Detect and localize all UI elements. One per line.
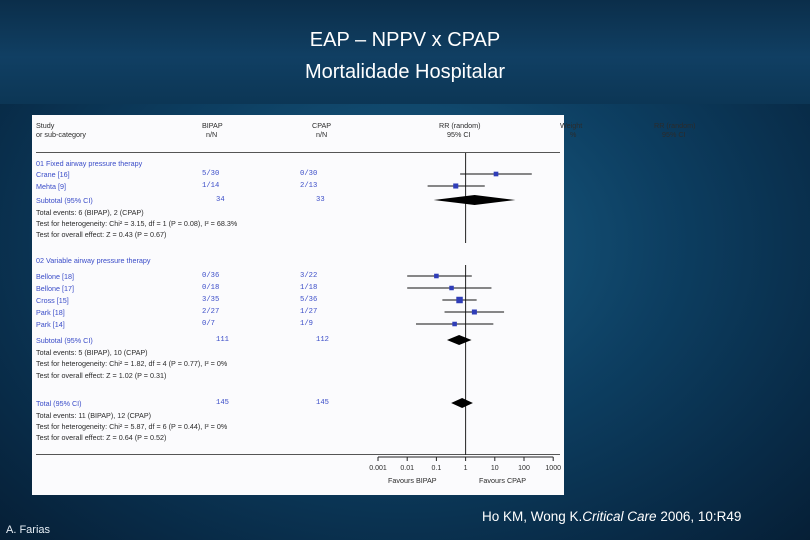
- axis-tick-label: 1: [463, 465, 468, 472]
- study-cpap: 3/22: [300, 272, 318, 280]
- col-rrci-header: RR (random): [654, 121, 696, 130]
- study-cpap: 5/36: [300, 296, 318, 304]
- col-rr-header: RR (random): [439, 121, 481, 130]
- subtotal-cpap: 112: [316, 336, 329, 344]
- effect-point: [456, 297, 462, 303]
- slide-subtitle: Mortalidade Hospitalar: [304, 61, 506, 83]
- citation: [482, 509, 741, 524]
- study-cpap: 1/18: [300, 284, 318, 292]
- group-stat: Test for heterogeneity: Chi² = 3.15, df = 1 (P = 0.08), I² = 68.3%: [36, 219, 238, 228]
- col-study-subheader: or sub-category: [36, 130, 86, 139]
- group-1-label: 01 Fixed airway pressure therapy: [36, 159, 143, 168]
- col-cpap-header: CPAP: [312, 121, 332, 130]
- forest-plot: [32, 115, 564, 495]
- forest-plot-panel: [32, 115, 696, 495]
- study-cpap: 0/30: [300, 170, 318, 178]
- axis-tick-label: 100: [518, 465, 530, 472]
- axis-tick-label: 0.001: [369, 465, 387, 472]
- axis-tick-label: 10: [490, 465, 499, 472]
- pooled-diamond: [447, 335, 472, 345]
- col-bipap-subheader: n/N: [206, 130, 218, 139]
- group-stat: Test for overall effect: Z = 1.02 (P = 0.31): [36, 371, 167, 380]
- subtotal-cpap: 33: [316, 196, 325, 204]
- total-stat: Total events: 11 (BIPAP), 12 (CPAP): [36, 411, 152, 420]
- effect-point: [449, 286, 454, 291]
- subtotal-label: Subtotal (95% CI): [36, 336, 93, 345]
- study-bipap: 0/7: [202, 320, 215, 328]
- axis-tick-label: 0.1: [431, 465, 442, 472]
- study-name: Bellone [17]: [36, 284, 74, 293]
- study-name: Cross [15]: [36, 296, 69, 305]
- study-name: Mehta [9]: [36, 182, 66, 191]
- group-2-label: 02 Variable airway pressure therapy: [36, 256, 151, 265]
- total-cpap: 145: [316, 399, 329, 407]
- total-bipap: 145: [216, 399, 229, 407]
- total-stat: Test for heterogeneity: Chi² = 5.87, df = 6 (P = 0.44), I² = 0%: [36, 422, 228, 431]
- total-label: Total (95% CI): [36, 399, 82, 408]
- favours-right-label: Favours CPAP: [479, 476, 526, 485]
- study-name: Bellone [18]: [36, 272, 74, 281]
- group-stat: Total events: 6 (BIPAP), 2 (CPAP): [36, 208, 144, 217]
- effect-point: [472, 309, 477, 314]
- study-cpap: 1/27: [300, 308, 318, 316]
- study-cpap: 2/13: [300, 182, 318, 190]
- study-bipap: 3/35: [202, 296, 220, 304]
- total-stat: Test for overall effect: Z = 0.64 (P = 0.52): [36, 433, 167, 442]
- study-bipap: 0/36: [202, 272, 220, 280]
- study-name: Crane [16]: [36, 170, 70, 179]
- citation-details: 2006, 10:R49: [656, 509, 742, 524]
- subtotal-bipap: 34: [216, 196, 225, 204]
- effect-point: [494, 172, 499, 177]
- citation-journal: Critical Care: [582, 509, 657, 524]
- author-name: A. Farias: [6, 524, 51, 536]
- study-bipap: 0/18: [202, 284, 220, 292]
- axis-tick-label: 1000: [545, 465, 561, 472]
- citation-authors: Ho KM, Wong K.: [482, 509, 583, 524]
- group-stat: Test for heterogeneity: Chi² = 1.82, df = 4 (P = 0.77), I² = 0%: [36, 359, 228, 368]
- group-stat: Total events: 5 (BIPAP), 10 (CPAP): [36, 348, 148, 357]
- col-study-header: Study: [36, 121, 55, 130]
- col-weight-subheader: %: [570, 130, 577, 139]
- study-bipap: 1/14: [202, 182, 220, 190]
- group-stat: Test for overall effect: Z = 0.43 (P = 0.67): [36, 230, 167, 239]
- study-name: Park [14]: [36, 320, 65, 329]
- study-cpap: 1/9: [300, 320, 313, 328]
- slide-title: EAP – NPPV x CPAP: [309, 29, 501, 51]
- favours-left-label: Favours BIPAP: [388, 476, 437, 485]
- effect-point: [453, 183, 458, 188]
- effect-point: [452, 322, 457, 327]
- title-band: [0, 0, 810, 104]
- col-rr-subheader: 95% CI: [447, 130, 471, 139]
- pooled-diamond: [434, 195, 516, 205]
- effect-point: [434, 274, 439, 279]
- subtotal-label: Subtotal (95% CI): [36, 196, 93, 205]
- col-weight-header: Weight: [560, 121, 583, 130]
- study-bipap: 5/30: [202, 170, 220, 178]
- col-rrci-subheader: 95% CI: [662, 130, 686, 139]
- col-cpap-subheader: n/N: [316, 130, 328, 139]
- subtotal-bipap: 111: [216, 336, 229, 344]
- pooled-diamond: [451, 398, 473, 408]
- study-bipap: 2/27: [202, 308, 220, 316]
- col-bipap-header: BIPAP: [202, 121, 223, 130]
- axis-tick-label: 0.01: [400, 465, 415, 472]
- study-name: Park [18]: [36, 308, 65, 317]
